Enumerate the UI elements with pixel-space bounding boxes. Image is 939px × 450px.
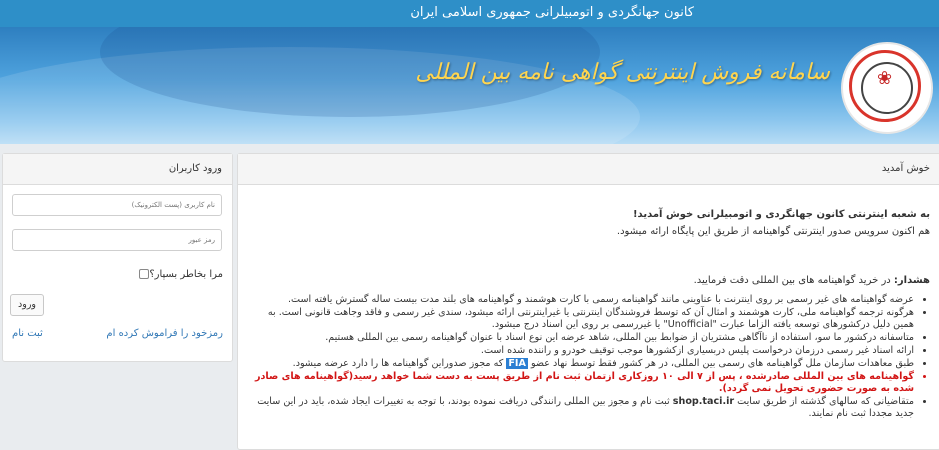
list-item: • هرگونه ترجمه گواهینامه ملی، کارت هوشمند و امثال آن که توسط فروشندگان اینترنتی یا غیراینترنتی ارائه میشود، سندی غیر رسمی و فاقد وجاهت قانونی است. به همین دلیل درکشورهای توسعه یافته الزاما عبارت "Unofficial" یا غیررسمی بر روی این اسناد درج میشود. [248, 307, 914, 331]
welcome-heading: به شعبه اینترنتی کانون جهانگردی و اتومبیلرانی خوش آمدید! [633, 209, 930, 220]
fia-highlight: FIA [508, 358, 526, 369]
list-item [248, 358, 914, 370]
warning-label: هشدار: [893, 275, 930, 286]
banner [0, 27, 939, 144]
login-button[interactable]: ورود [10, 294, 44, 316]
list-item: • عرضه گواهینامه های غیر رسمی بر روی اینترنت با عناوینی مانند گواهینامه رسمی با کارت هوشمند و گواهینامه های بلند مدت بیست ساله گسترش یافته است. [248, 294, 914, 306]
banner-slogan: سامانه فروش اینترنتی گواهی نامه بین المللی [415, 60, 830, 85]
emblem-icon: ❀ [877, 68, 893, 89]
delivery-warning: • گواهینامه های بین المللی صادرشده ، پس از ۷ الی ۱۰ روزکاری ازتمان ثبت نام از طریق پست به دست شما خواهد رسید(گواهینامه های صادر شده به صورت حضوری تحویل نمی گردد). [248, 371, 914, 395]
password-input[interactable] [12, 229, 222, 251]
list-item [248, 396, 914, 420]
list-item: • ارائه اسناد غیر رسمی درزمان درخواست پلیس دربسیاری ازکشورها موجب توقیف خودرو و راننده شده است. [248, 345, 914, 357]
touring-club-logo[interactable] [841, 42, 933, 134]
login-panel [2, 153, 233, 362]
list-item: • متاسفانه درکشور ما سو، استفاده از ناآگاهی مشتریان از ضوابط بین المللی، شاهد عرضه این نوع اسناد با عنوان گواهینامه رسمی بین المللی هستیم. [248, 332, 914, 344]
welcome-header: خوش آمدید [238, 154, 939, 185]
fia-post: که مجوز صدوراین گواهینامه ها را دارد عرضه میشود. [292, 358, 507, 369]
username-input[interactable] [12, 194, 222, 216]
remember-label: مرا بخاطر بسپار؟ [149, 269, 223, 280]
site-title: کانون جهانگردی و اتومبیلرانی جمهوری اسلامی ایران [410, 5, 694, 20]
warning-title [248, 275, 930, 286]
fia-pre: طبق معاهدات سازمان ملل گواهینامه های رسمی بین المللی، در هر کشور فقط توسط نهاد عضو [527, 358, 914, 369]
warning-text: در خرید گواهینامه های بین المللی دقت فرمایید. [693, 275, 894, 286]
welcome-intro: هم اکنون سرویس صدور اینترنتی گواهینامه از طریق این پایگاه ارائه میشود. [616, 226, 930, 237]
forgot-password-link[interactable]: رمزخود را فراموش کرده ام [106, 328, 223, 339]
top-bar [0, 0, 939, 27]
remember-checkbox[interactable] [139, 269, 149, 279]
old-site-post: ثبت نام و مجوز بین المللی رانندگی دریافت نموده بودند، با توجه به تغییرات ایجاد شده، باید در این سایت جدید مجددا ثبت نام نمایند. [257, 396, 914, 419]
welcome-panel [237, 153, 939, 450]
remember-me[interactable] [135, 269, 223, 280]
login-header: ورود کاربران [3, 154, 232, 185]
old-site-pre: متقاضیانی که سالهای گذشته از طریق سایت [734, 396, 914, 407]
old-site-link: shop.taci.ir [672, 396, 735, 407]
warning-list [248, 294, 930, 420]
register-link[interactable]: ثبت نام [12, 328, 43, 339]
